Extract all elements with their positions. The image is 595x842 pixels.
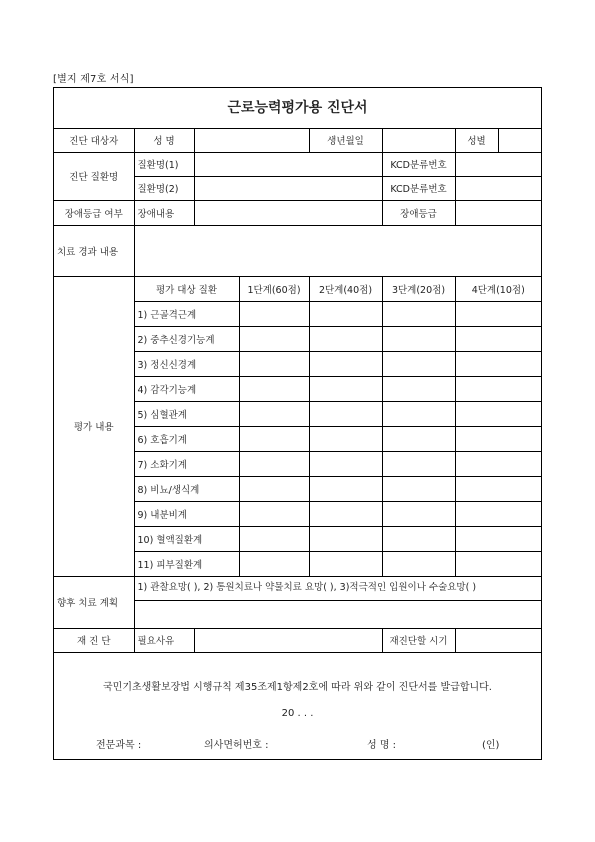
kcd-field-2[interactable] <box>455 176 541 200</box>
rediag-row <box>54 628 541 652</box>
kcd-field-1[interactable] <box>455 152 541 176</box>
eval-item: 11) 피부질환계 <box>134 551 239 576</box>
eval-cell[interactable] <box>309 326 382 351</box>
eval-item: 5) 심혈관계 <box>134 401 239 426</box>
plan-field[interactable] <box>134 600 541 628</box>
specialty-label: 전문과목 : <box>96 740 142 751</box>
rediag-reason-field[interactable] <box>194 628 382 652</box>
eval-cell[interactable] <box>382 301 455 326</box>
treatment-label: 치료 경과 내용 <box>54 225 134 276</box>
eval-cell[interactable] <box>239 376 309 401</box>
doctor-name-label: 성 명 : <box>367 740 397 751</box>
eval-cell[interactable] <box>382 326 455 351</box>
eval-cell[interactable] <box>239 551 309 576</box>
name-label: 성 명 <box>134 128 194 152</box>
plan-row-1 <box>54 576 541 600</box>
form-table <box>54 128 541 653</box>
eval-cell[interactable] <box>239 476 309 501</box>
eval-cell[interactable] <box>455 376 541 401</box>
eval-cell[interactable] <box>239 351 309 376</box>
eval-cell[interactable] <box>239 501 309 526</box>
eval-item: 3) 정신신경계 <box>134 351 239 376</box>
evaluation-label: 평가 내용 <box>54 276 134 576</box>
eval-cell[interactable] <box>239 326 309 351</box>
eval-cell[interactable] <box>455 401 541 426</box>
eval-cell[interactable] <box>309 451 382 476</box>
name-field[interactable] <box>194 128 309 152</box>
plan-options[interactable]: 1) 관찰요망( ), 2) 통원치료나 약물치료 요망( ), 3)적극적인 입원이나 수술요망( ) <box>134 576 541 600</box>
eval-cell[interactable] <box>382 501 455 526</box>
eval-cell[interactable] <box>455 426 541 451</box>
eval-item: 1) 근골격근계 <box>134 301 239 326</box>
issue-date[interactable]: 20 . . . <box>281 708 314 719</box>
disease-label: 진단 질환명 <box>54 152 134 200</box>
eval-cell[interactable] <box>455 476 541 501</box>
eval-cell[interactable] <box>239 451 309 476</box>
eval-cell[interactable] <box>309 476 382 501</box>
eval-cell[interactable] <box>309 401 382 426</box>
form-title: 근로능력평가용 진단서 <box>54 88 541 129</box>
eval-cell[interactable] <box>455 326 541 351</box>
eval-cell[interactable] <box>309 551 382 576</box>
eval-item: 9) 내분비계 <box>134 501 239 526</box>
eval-cell[interactable] <box>309 301 382 326</box>
rediag-label: 재 진 단 <box>54 628 134 652</box>
disability-row <box>54 200 541 225</box>
plan-label: 향후 치료 계획 <box>54 576 134 628</box>
rediag-time-label: 재진단할 시기 <box>382 628 455 652</box>
eval-item: 8) 비뇨/생식계 <box>134 476 239 501</box>
eval-cell[interactable] <box>382 376 455 401</box>
eval-cell[interactable] <box>239 301 309 326</box>
subject-row <box>54 128 541 152</box>
eval-item: 7) 소화기계 <box>134 451 239 476</box>
eval-item: 2) 중추신경기능계 <box>134 326 239 351</box>
eval-cell[interactable] <box>309 501 382 526</box>
eval-header-stage-4: 4단계(10점) <box>455 276 541 301</box>
kcd-label-1: KCD분류번호 <box>382 152 455 176</box>
gender-label: 성별 <box>455 128 498 152</box>
eval-cell[interactable] <box>382 351 455 376</box>
license-label: 의사면허번호 : <box>204 740 269 751</box>
disease-name-label-1: 질환명(1) <box>134 152 194 176</box>
evaluation-header-row <box>54 276 541 301</box>
eval-cell[interactable] <box>455 451 541 476</box>
subject-label: 진단 대상자 <box>54 128 134 152</box>
eval-cell[interactable] <box>239 526 309 551</box>
gender-field[interactable] <box>498 128 541 152</box>
disease-name-field-2[interactable] <box>194 176 382 200</box>
disability-content-field[interactable] <box>194 200 382 225</box>
treatment-field[interactable] <box>134 225 541 276</box>
disability-grade-label: 장애등급 <box>382 200 455 225</box>
eval-item: 4) 감각기능계 <box>134 376 239 401</box>
disability-label: 장애등급 여부 <box>54 200 134 225</box>
eval-cell[interactable] <box>309 526 382 551</box>
legal-statement: 국민기초생활보장법 시행규칙 제35조제1항제2호에 따라 위와 같이 진단서를 발급합니다. <box>103 682 492 693</box>
birth-field[interactable] <box>382 128 455 152</box>
eval-cell[interactable] <box>382 401 455 426</box>
disability-grade-field[interactable] <box>455 200 541 225</box>
disease-name-label-2: 질환명(2) <box>134 176 194 200</box>
eval-cell[interactable] <box>455 501 541 526</box>
treatment-row <box>54 225 541 276</box>
eval-header-stage-1: 1단계(60점) <box>239 276 309 301</box>
eval-item: 6) 호흡기계 <box>134 426 239 451</box>
eval-header-stage-2: 2단계(40점) <box>309 276 382 301</box>
birth-label: 생년월일 <box>309 128 382 152</box>
diagnosis-form <box>53 87 542 760</box>
rediag-time-field[interactable] <box>455 628 541 652</box>
eval-cell[interactable] <box>382 451 455 476</box>
eval-cell[interactable] <box>239 401 309 426</box>
eval-header-stage-3: 3단계(20점) <box>382 276 455 301</box>
eval-cell[interactable] <box>455 551 541 576</box>
kcd-label-2: KCD분류번호 <box>382 176 455 200</box>
eval-cell[interactable] <box>382 476 455 501</box>
eval-cell[interactable] <box>455 351 541 376</box>
disease-row-1 <box>54 152 541 176</box>
eval-cell[interactable] <box>455 526 541 551</box>
eval-cell[interactable] <box>455 301 541 326</box>
eval-cell[interactable] <box>382 526 455 551</box>
eval-cell[interactable] <box>309 376 382 401</box>
eval-cell[interactable] <box>309 426 382 451</box>
rediag-reason-label: 필요사유 <box>134 628 194 652</box>
form-number-label: [별지 제7호 서식] <box>53 74 134 85</box>
eval-cell[interactable] <box>382 426 455 451</box>
eval-cell[interactable] <box>309 351 382 376</box>
form-footer <box>54 660 541 760</box>
disease-name-field-1[interactable] <box>194 152 382 176</box>
eval-header-disease: 평가 대상 질환 <box>134 276 239 301</box>
eval-cell[interactable] <box>239 426 309 451</box>
eval-cell[interactable] <box>382 551 455 576</box>
eval-item: 10) 혈액질환계 <box>134 526 239 551</box>
disability-content-label: 장애내용 <box>134 200 194 225</box>
seal-mark[interactable]: (인) <box>482 740 500 751</box>
